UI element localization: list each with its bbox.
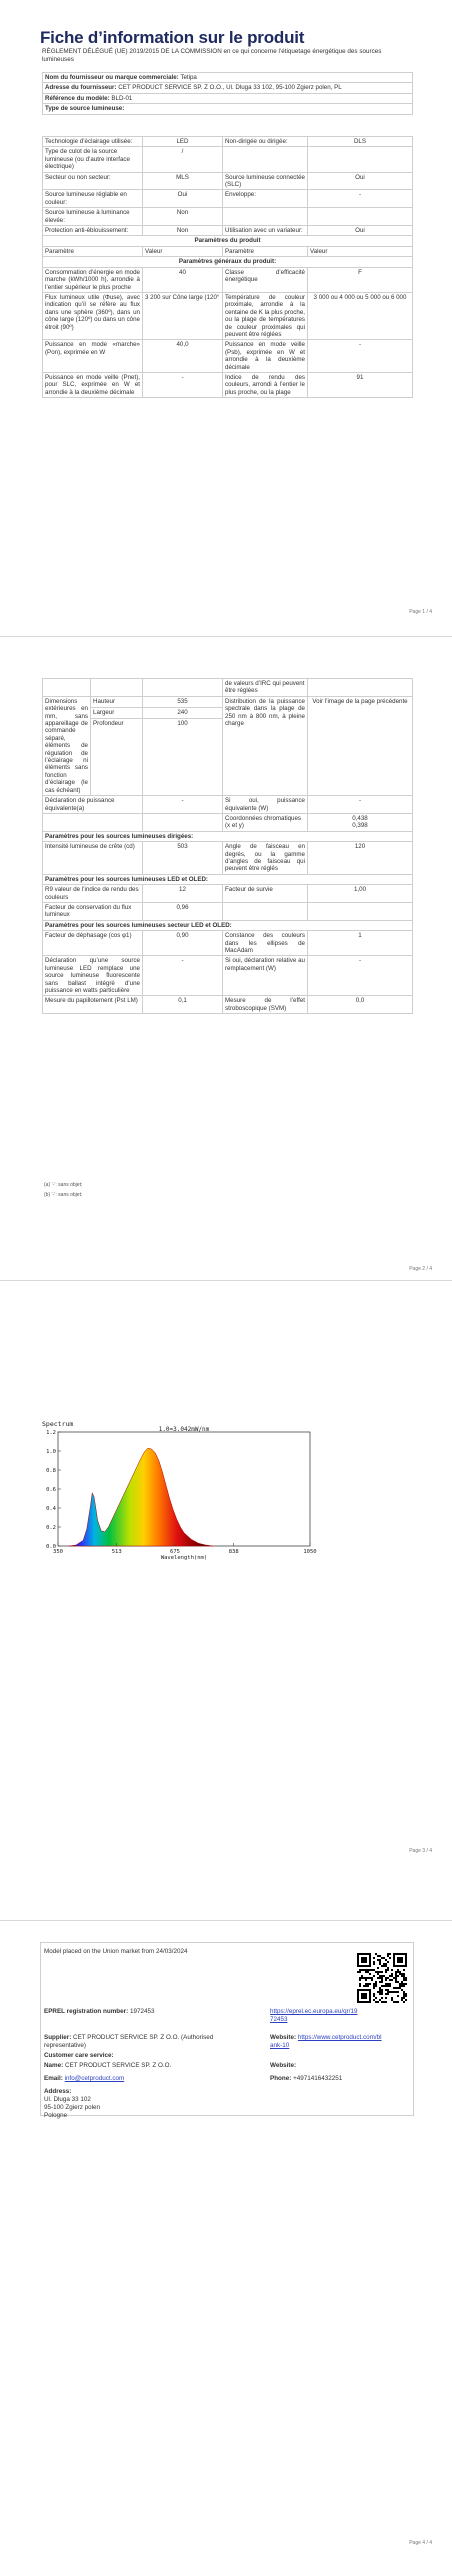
- page-3: [0, 1280, 452, 1920]
- page-separator: [0, 636, 452, 637]
- model-ref-row: Référence du modèle: BLD-01: [43, 93, 413, 103]
- general-row: Consommation d’énergie en mode marche (kWh/1000 h), arrondie à l’entier supérieur le plus proche 40 Classe d’efficacité énergétique F: [43, 267, 413, 292]
- footnote-b: (b) ‘-’: sans objet;: [44, 1192, 83, 1198]
- x-tick-label: 838: [228, 1549, 239, 1555]
- page-1: [0, 0, 452, 640]
- y-tick-label: 1.0: [46, 1449, 56, 1455]
- type-row: Secteur ou non secteur: MLS Source lumineuse connectée (SLC) Oui: [43, 172, 413, 190]
- supplier-table: [42, 72, 413, 115]
- qr-code[interactable]: [357, 1953, 407, 2003]
- supplier-website-link[interactable]: https://www.cetproduct.com/blank-10: [270, 2034, 382, 2049]
- customer-care-heading: Customer care service:: [44, 2052, 114, 2059]
- regulation-text: RÈGLEMENT DÉLÉGUÉ (UE) 2019/2015 DE LA COMMISSION en ce qui concerne l’étiquetage énergétique des sources lumineuses: [42, 48, 382, 63]
- general-row: Puissance en mode «marche» (Pon), exprimée en W 40,0 Puissance en mode veille (Psb), exprimée en W et arrondie à la deuxième décimale -: [43, 340, 413, 373]
- r9-row: R9 valeur de l’indice de rendu des couleurs 12 Facteur de survie 1,00: [43, 885, 413, 903]
- y-tick-label: 0.8: [46, 1468, 56, 1474]
- eprel-link[interactable]: https://eprel.ec.europa.eu/qr/1972453: [270, 2008, 358, 2023]
- spectrum-chart: [38, 1424, 328, 1564]
- cri-continuation: de valeurs d’IRC qui peuvent être réglées: [223, 679, 308, 697]
- care-phone: Phone: +4971416432251: [270, 2075, 343, 2082]
- dimensions-row: Dimensions extérieures en mm, sans appareillage de commande séparé, éléments de régulation de l’éclairage ni éléments sans fonction d’éclairage (le cas échéant) Hauteur 535 Distribution de la puissance spectrale dans la plage de 250 nm à 800 nm, à pleine charge Voir l’image de la page précédente: [43, 696, 413, 707]
- type-row: Type de culot de la source lumineuse (ou d’autre interface électrique) /: [43, 147, 413, 172]
- care-name: Name: CET PRODUCT SERVICE SP. Z O.O.: [44, 2062, 172, 2069]
- eprel-number: EPREL registration number: 1972453: [44, 2008, 155, 2015]
- equivalent-power-row: Déclaration de puissance équivalente(a) - Si oui, puissance équivalente (W) -: [43, 796, 413, 814]
- x-tick-label: 513: [111, 1549, 122, 1555]
- x-tick-label: 1050: [303, 1549, 317, 1555]
- care-website-label: Website:: [270, 2062, 297, 2069]
- x-tick-label: 675: [170, 1549, 180, 1555]
- footnote-a: (a) ‘-’: sans objet;: [44, 1182, 83, 1188]
- lumen-maintenance-row: Facteur de conservation du flux lumineux 0,96: [43, 902, 413, 920]
- placed-on-market: Model placed on the Union market from 24/03/2024: [44, 1948, 188, 1955]
- flicker-row: Mesure du papillotement (Pst LM) 0,1 Mesure de l’effet stroboscopique (SVM) 0,0: [43, 996, 413, 1014]
- spectrum-title: Spectrum: [42, 1420, 74, 1428]
- page-4: [0, 1920, 452, 2560]
- type-table: [42, 136, 413, 398]
- mains-header: Paramètres pour les sources lumineuses secteur LED et OLED:: [43, 920, 413, 930]
- general-row: Puissance en mode veille (Pnet), pour SLC, exprimée en W et arrondie à la deuxième décimale - Indice de rendu des couleurs, arrondi à l’entier le plus proche, ou la plage 91: [43, 372, 413, 397]
- supplier-address-row: Adresse du fournisseur: CET PRODUCT SERVICE SP. Z O.O., Ul. Dluga 33 102, 95-100 Zgierz polen, PL: [43, 83, 413, 93]
- type-row: Protection anti-éblouissement: Non Utilisation avec un variateur: Oui: [43, 226, 413, 236]
- y-tick-label: 0.6: [46, 1487, 56, 1493]
- x-tick-label: 350: [53, 1549, 63, 1555]
- fluorescent-row: Déclaration qu’une source lumineuse LED remplace une source lumineuse fluorescente sans ballast intégré d’une puissance en watts particulière - Si oui, déclaration relative au remplacement (W) -: [43, 956, 413, 996]
- general-row: Flux lumineux utile (Φuse), avec indication qu’il se réfère au flux dans une sphère (360º), dans un cône large (120º) ou dans un cône étroit (90º) 3 200 sur Cône large (120° Température de couleur proximale, arrondie à la centaine de K la plus proche, ou la plage de températures de couleur proximales qui peuvent être réglées 3 000 ou 4 000 ou 5 000 ou 6 000: [43, 292, 413, 339]
- supplier-line: Supplier: CET PRODUCT SERVICE SP. Z O.O. (Authorised representative): [44, 2034, 214, 2049]
- type-row: Source lumineuse réglable en couleur: Oui Enveloppe: -: [43, 190, 413, 208]
- email-link[interactable]: info@cetproduct.com: [64, 2075, 125, 2082]
- product-params-header: Paramètres du produit: [43, 236, 413, 246]
- page2-table: de valeurs d’IRC qui peuvent être réglées Dimensions extérieures en mm, sans appareillage de commande séparé, éléments de régulation de l’éclairage ni éléments sans fonction d’éclairage (le cas échéant) Hauteur 535 Distribution de la puissance spectrale dans la plage de 250 nm à 800 nm, à pleine charge Voir l’image de la page précédente Largeur 240 Profondeur 100 Déclaration de puissance équivalente(a) - Si oui, puissance équivalente (W) - Coordonnées chromatiques (x et y) 0,438 0,398 Paramètres pour les sources lumineuses dirigées: Intensité lumineuse de crête (cd) 503 Angle de faisceau en degrés, ou la gamme d’angles de faisceau qui peuvent être réglés 120 Paramètres pour les sources lumineuses LED et OLED: R9 valeur de l’indice de rendu des couleurs 12 Facteur de survie 1,00 Facteur de conservation du flux lumineux 0,96 Paramètres pour les sources lumineuses secteur LED et OLED: Facteur de déphasage (cos φ1) 0,90 Constance des couleurs dans les ellipses de MacAdam 1 Déclaration qu’une source lumineuse LED remplace une source lumineuse fluorescente sans ballast intégré d’une puissance en watts particulière - Si oui, déclaration relative au remplacement (W) - Mesure du papillotement (Pst LM) 0,1 Mesure de l’effet stroboscopique (SVM) 0,0: [42, 678, 413, 1014]
- page-2: [0, 640, 452, 1280]
- scale-readout: 1.0=3.042mW/nm: [158, 1426, 210, 1433]
- page-footer: Page 1 / 4: [409, 609, 432, 615]
- care-email: Email: info@cetproduct.com: [44, 2075, 125, 2082]
- type-header: Type de source lumineuse:: [43, 104, 413, 114]
- directional-header: Paramètres pour les sources lumineuses dirigées:: [43, 831, 413, 841]
- type-row: Technologie d’éclairage utilisée: LED Non-dirigée ou dirigée: DLS: [43, 137, 413, 147]
- peak-intensity-row: Intensité lumineuse de crête (cd) 503 Angle de faisceau en degrés, ou la gamme d’angles de faisceau qui peuvent être réglés 120: [43, 842, 413, 875]
- chromaticity-row: Coordonnées chromatiques (x et y) 0,438 0,398: [43, 813, 413, 831]
- column-header-row: Paramètre Valeur Paramètre Valeur: [43, 246, 413, 256]
- y-tick-label: 0.0: [46, 1544, 56, 1550]
- dimensions-label: Dimensions extérieures en mm, sans appareillage de commande séparé, éléments de régulation de l’éclairage ni éléments sans fonction d’éclairage (le cas échéant): [43, 696, 91, 795]
- led-oled-header: Paramètres pour les sources lumineuses LED et OLED:: [43, 874, 413, 884]
- page-footer: Page 2 / 4: [409, 1266, 432, 1272]
- supplier-name-row: Nom du fournisseur ou marque commerciale: Tetipa: [43, 73, 413, 83]
- x-axis-label: Wavelength(nm): [160, 1555, 208, 1561]
- supplier-website: Website: https://www.cetproduct.com/blank-10: [270, 2034, 382, 2049]
- type-row: Source lumineuse à luminance élevée: Non: [43, 208, 413, 226]
- page-footer: Page 3 / 4: [409, 1848, 432, 1854]
- power-factor-row: Facteur de déphasage (cos φ1) 0,90 Constance des couleurs dans les ellipses de MacAdam 1: [43, 931, 413, 956]
- y-tick-label: 1.2: [46, 1430, 56, 1436]
- care-address: Address: Ul. Dluga 33 102 95-100 Zgierz polen Pologne: [44, 2088, 101, 2119]
- y-tick-label: 0.2: [46, 1525, 56, 1531]
- page-footer: Page 4 / 4: [409, 2540, 432, 2546]
- page-title: Fiche d’information sur le produit: [40, 28, 305, 47]
- y-tick-label: 0.4: [46, 1506, 56, 1512]
- general-params-header: Paramètres généraux du produit:: [43, 257, 413, 267]
